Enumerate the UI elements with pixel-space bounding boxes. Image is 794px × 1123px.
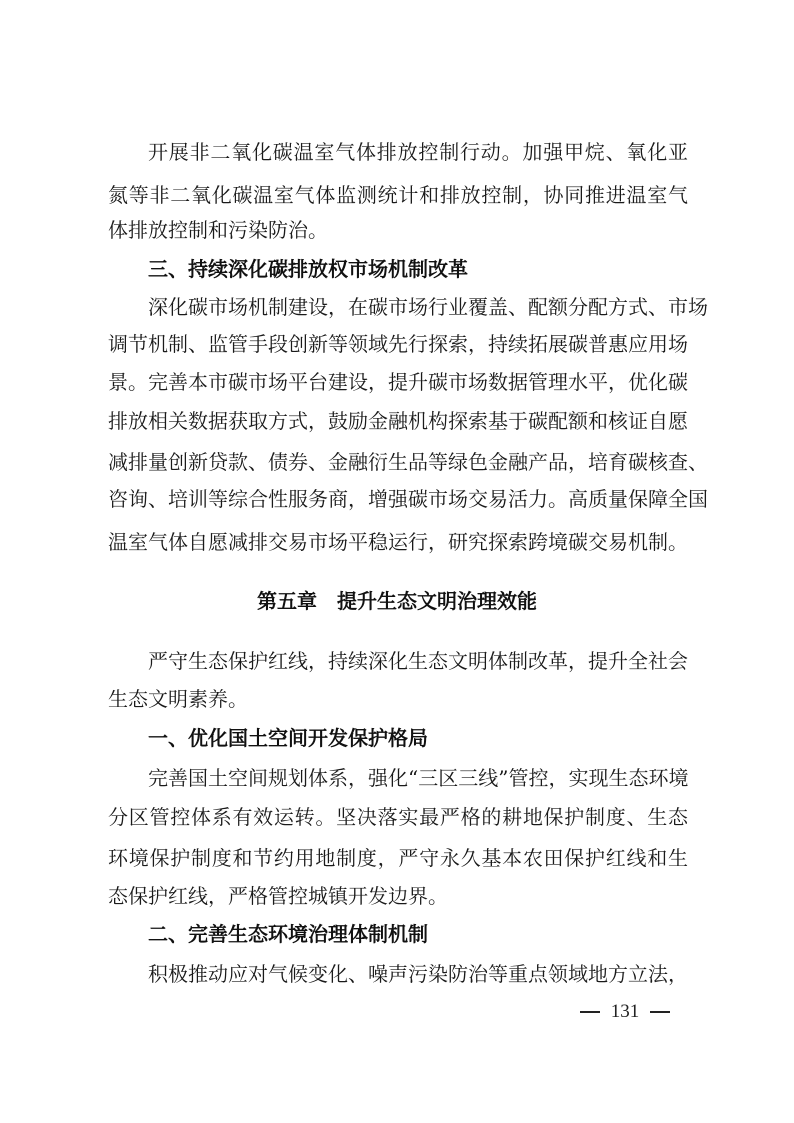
section-heading: 三、持续深化碳排放权市场机制改革: [148, 257, 468, 281]
paragraph-line: 深化碳市场机制建设，在碳市场行业覆盖、配额分配方式、市场: [148, 295, 708, 319]
paragraph-line: 开展非二氧化碳温室气体排放控制行动。加强甲烷、氧化亚: [148, 140, 688, 164]
paragraph-line: 积极推动应对气候变化、噪声污染防治等重点领域地方立法，: [148, 962, 688, 986]
page-number: [580, 1001, 670, 1023]
section-heading: 一、优化国土空间开发保护格局: [148, 726, 428, 750]
section-heading: 二、完善生态环境治理体制机制: [148, 922, 428, 946]
paragraph-line: 完善国土空间规划体系，强化“三区三线”管控，实现生态环境: [148, 766, 689, 790]
paragraph-line: 减排量创新贷款、债券、金融衍生品等绿色金融产品，培育碳核查、: [108, 450, 708, 474]
paragraph-line: 体排放控制和污染防治。: [108, 218, 328, 242]
paragraph-line: 调节机制、监管手段创新等领域先行探索，持续拓展碳普惠应用场: [108, 332, 688, 356]
page-number-dash-left: [580, 1011, 600, 1013]
chapter-title: 第五章 提升生态文明治理效能: [257, 589, 537, 613]
paragraph-line: 严守生态保护红线，持续深化生态文明体制改革，提升全社会: [148, 649, 688, 673]
paragraph-line: 生态文明素养。: [108, 687, 248, 711]
page-number-dash-right: [650, 1011, 670, 1013]
paragraph-line: 咨询、培训等综合性服务商，增强碳市场交易活力。高质量保障全国: [108, 487, 708, 511]
page-number-value: 131: [610, 1001, 640, 1022]
paragraph-line: 分区管控体系有效运转。坚决落实最严格的耕地保护制度、生态: [108, 805, 688, 829]
paragraph-line: 态保护红线，严格管控城镇开发边界。: [108, 884, 448, 908]
paragraph-line: 氮等非二氧化碳温室气体监测统计和排放控制，协同推进温室气: [108, 183, 688, 207]
paragraph-line: 温室气体自愿减排交易市场平稳运行，研究探索跨境碳交易机制。: [108, 530, 688, 554]
paragraph-line: 环境保护制度和节约用地制度，严守永久基本农田保护红线和生: [108, 846, 688, 870]
paragraph-line: 景。完善本市碳市场平台建设，提升碳市场数据管理水平，优化碳: [108, 370, 688, 394]
paragraph-line: 排放相关数据获取方式，鼓励金融机构探索基于碳配额和核证自愿: [108, 409, 688, 433]
